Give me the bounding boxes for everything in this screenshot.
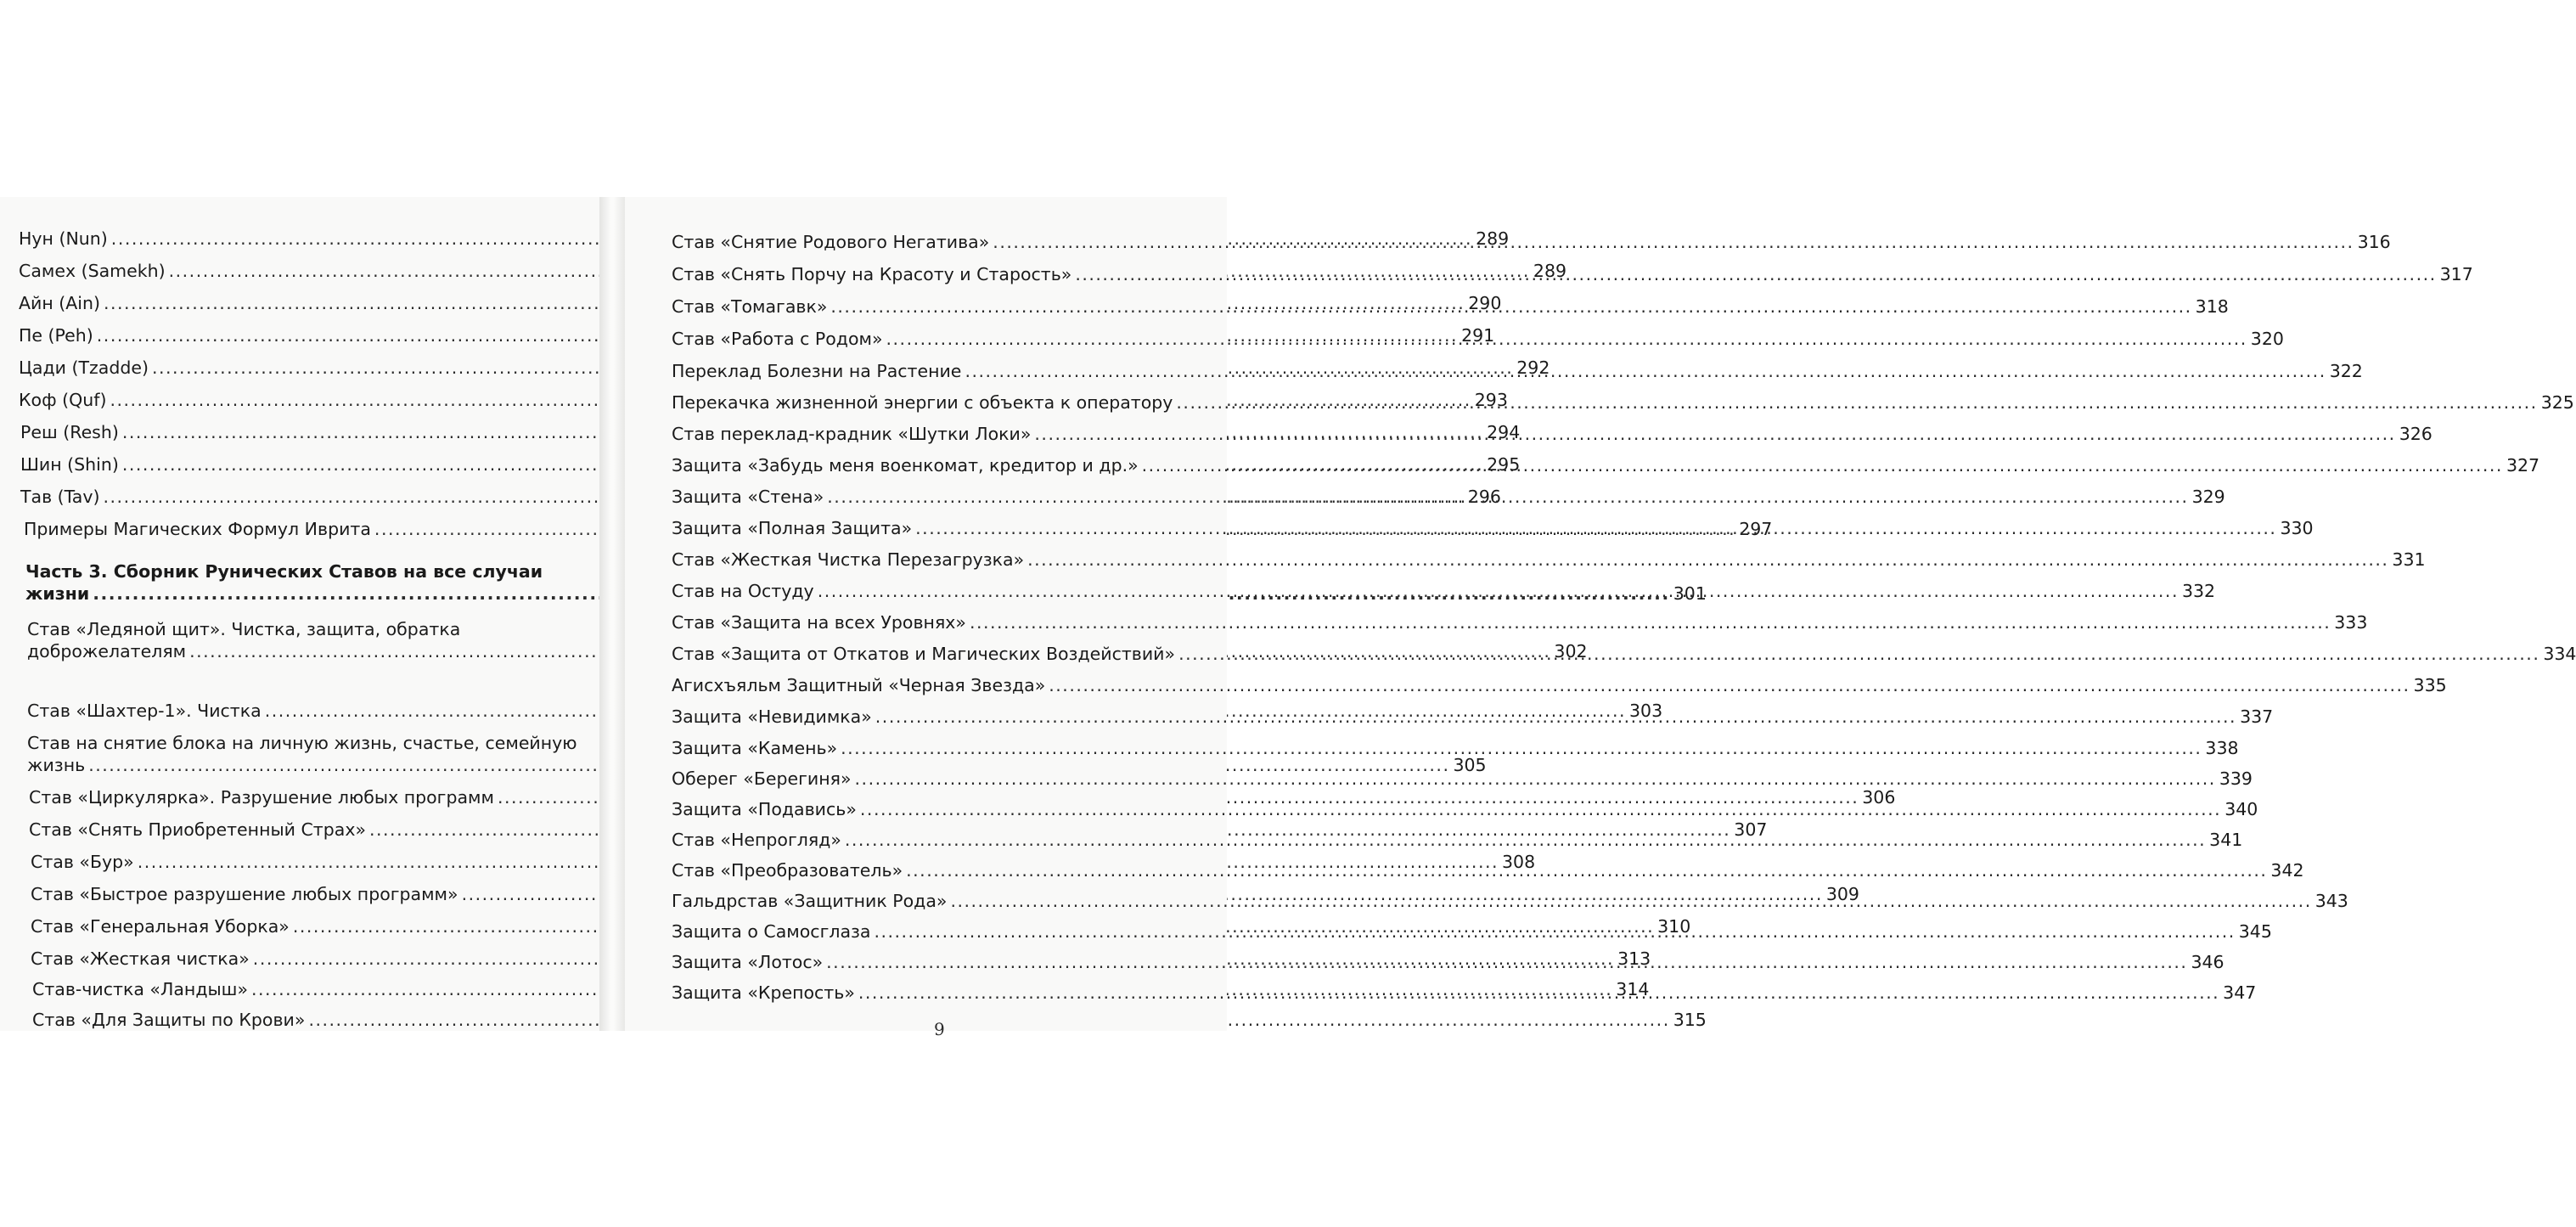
toc-entry: Став «Циркулярка». Разрушение любых программ ..... 306 — [29, 786, 584, 808]
page-number: 292 — [1516, 357, 1550, 378]
page-number: 320 — [2250, 329, 2284, 349]
page-number: 347 — [2223, 982, 2257, 1003]
page-number: 335 — [2413, 675, 2447, 695]
page-number: 337 — [2240, 706, 2274, 727]
toc-entry: Примеры Магических Формул Иврита ..... 297 — [24, 518, 584, 540]
page-number: 305 — [1453, 755, 1487, 775]
page-number: 309 — [1825, 884, 1859, 904]
page-number: 341 — [2209, 830, 2243, 850]
page-number: 318 — [2195, 296, 2229, 317]
page-number: 325 — [2540, 392, 2574, 413]
toc-entry: Став «Снятие Родового Негатива» ..... 316 — [672, 231, 1240, 253]
toc-entry: Став на Остуду ..... 332 — [672, 580, 1240, 602]
toc-entry: Став «Быстрое разрушение любых программ» ..... 309 — [31, 883, 584, 905]
page-number: 317 — [2439, 264, 2473, 284]
page-number: 329 — [2191, 487, 2225, 507]
page-number: 297 — [1739, 519, 1773, 539]
toc-entry: Коф (Quf) ..... 293 — [19, 389, 584, 411]
page-number: 334 — [2543, 644, 2576, 664]
page-number: 342 — [2270, 860, 2304, 881]
toc-entry: Став переклад-крадник «Шутки Локи» ..... 326 — [672, 423, 1240, 445]
page-number: 346 — [2191, 952, 2224, 972]
page-number: 306 — [1862, 787, 1896, 808]
page-number: 307 — [1734, 819, 1768, 840]
toc-entry: Став «Защита от Откатов и Магических Воздействий» ..... 334 — [672, 643, 1240, 665]
page-number: 291 — [1461, 325, 1495, 346]
toc-entry: Реш (Resh) ..... 294 — [20, 421, 584, 443]
toc-entry: Переклад Болезни на Растение ..... 322 — [672, 360, 1240, 382]
page-number: 289 — [1476, 228, 1510, 249]
toc-entry: Став «Непрогляд» ..... 341 — [672, 829, 1240, 851]
page-number: 295 — [1487, 454, 1521, 475]
page-number: 339 — [2219, 768, 2253, 789]
page-number: 322 — [2329, 361, 2363, 381]
page-number: 308 — [1502, 852, 1536, 872]
page-number: 301 — [1673, 583, 1707, 604]
toc-entry: Цади (Tzadde) ..... 292 — [19, 357, 584, 379]
toc-entry: Перекачка жизненной энергии с объекта к оператору ..... 325 — [672, 391, 1240, 414]
toc-entry: Гальдрстав «Защитник Рода» ..... 343 — [672, 890, 1240, 912]
toc-entry: Став «Защита на всех Уровнях» ..... 333 — [672, 611, 1240, 633]
page-number: 331 — [2392, 549, 2426, 570]
page-number: 303 — [1628, 701, 1663, 721]
page-number: 316 — [2357, 232, 2391, 252]
toc-entry: Защита о Самосглаза ..... 345 — [672, 920, 1240, 943]
toc-entry: Пе (Peh) ..... 291 — [19, 324, 584, 346]
toc-entry: Став «Жесткая Чистка Перезагрузка» ..... 331 — [672, 549, 1240, 571]
toc-entry: Став «Шахтер-1». Чистка ..... 303 — [27, 700, 584, 722]
book-spread — [0, 197, 2576, 1039]
page-number: 330 — [2280, 518, 2314, 538]
toc-section-heading: Часть 3. Сборник Рунических Ставов на все случаи жизни ..... 301 — [25, 560, 584, 605]
page-number: 340 — [2224, 799, 2258, 819]
toc-entry: Айн (Ain) ..... 290 — [19, 292, 584, 314]
page-number: 313 — [1617, 948, 1651, 969]
toc-entry: Защита «Невидимка» ..... 337 — [672, 706, 1240, 728]
toc-entry: Став «Работа с Родом» ..... 320 — [672, 328, 1240, 350]
page-number: 333 — [2334, 612, 2368, 633]
page-number: 296 — [1467, 487, 1501, 507]
toc-entry: Став «Жесткая чистка» ..... 313 — [31, 948, 584, 970]
page-number: 326 — [2399, 424, 2433, 444]
page-number: 310 — [1657, 916, 1691, 937]
toc-entry: Тав (Tav) ..... 296 — [20, 486, 584, 508]
toc-entry: Став «Преобразователь» ..... 342 — [672, 859, 1240, 881]
page-number: 343 — [2314, 891, 2348, 911]
toc-entry: Агисхъяльм Защитный «Черная Звезда» ..... 335 — [672, 674, 1240, 696]
book-gutter — [599, 197, 625, 1031]
page-number: 327 — [2506, 455, 2540, 476]
page-number: 302 — [1554, 641, 1588, 661]
page-number: 315 — [1673, 1010, 1707, 1030]
page-number: 332 — [2181, 581, 2216, 601]
toc-entry: Защита «Крепость» ..... 347 — [672, 982, 1240, 1004]
toc-entry: Защита «Забудь меня военкомат, кредитор и др.» ..... 327 — [672, 454, 1240, 476]
toc-entry: Защита «Подавись» ..... 340 — [672, 798, 1240, 820]
page-number: 290 — [1468, 293, 1502, 313]
toc-entry: Став «Генеральная Уборка» ..... 310 — [31, 915, 584, 937]
toc-entry: Став «Ледяной щит». Чистка, защита, обратка доброжелателям ..... 302 — [27, 618, 584, 662]
toc-entry: Оберег «Берегиня» ..... 339 — [672, 768, 1240, 790]
page-number: 338 — [2205, 738, 2239, 758]
page-number: 294 — [1487, 422, 1521, 442]
toc-entry: Самех (Samekh) ..... 289 — [19, 260, 584, 282]
toc-entry: Став на снятие блока на личную жизнь, счастье, семейную жизнь ..... 305 — [27, 732, 584, 776]
toc-entry: Став «Снять Порчу на Красоту и Старость» ..... 317 — [672, 263, 1240, 285]
page-number: 314 — [1616, 979, 1650, 999]
toc-entry: Став «Томагавк» ..... 318 — [672, 295, 1240, 318]
toc-entry: Став-чистка «Ландыш» ..... 314 — [32, 978, 584, 1000]
page-number: 293 — [1474, 390, 1508, 410]
toc-entry: Став «Бур» ..... 308 — [31, 851, 584, 873]
toc-entry: Защита «Полная Защита» ..... 330 — [672, 517, 1240, 539]
toc-entry: Шин (Shin) ..... 295 — [20, 453, 584, 476]
toc-entry: Став «Снять Приобретенный Страх» ..... 307 — [29, 819, 584, 841]
toc-entry: Нун (Nun) ..... 289 — [19, 228, 584, 250]
page-number: 289 — [1533, 261, 1567, 281]
toc-entry: Защита «Камень» ..... 338 — [672, 737, 1240, 759]
page-number: 345 — [2238, 921, 2272, 942]
page-folio: 9 — [934, 1019, 945, 1039]
toc-entry: Защита «Стена» ..... 329 — [672, 486, 1240, 508]
toc-entry: Защита «Лотос» ..... 346 — [672, 951, 1240, 973]
toc-entry: Став «Для Защиты по Крови» ..... 315 — [32, 1009, 584, 1031]
